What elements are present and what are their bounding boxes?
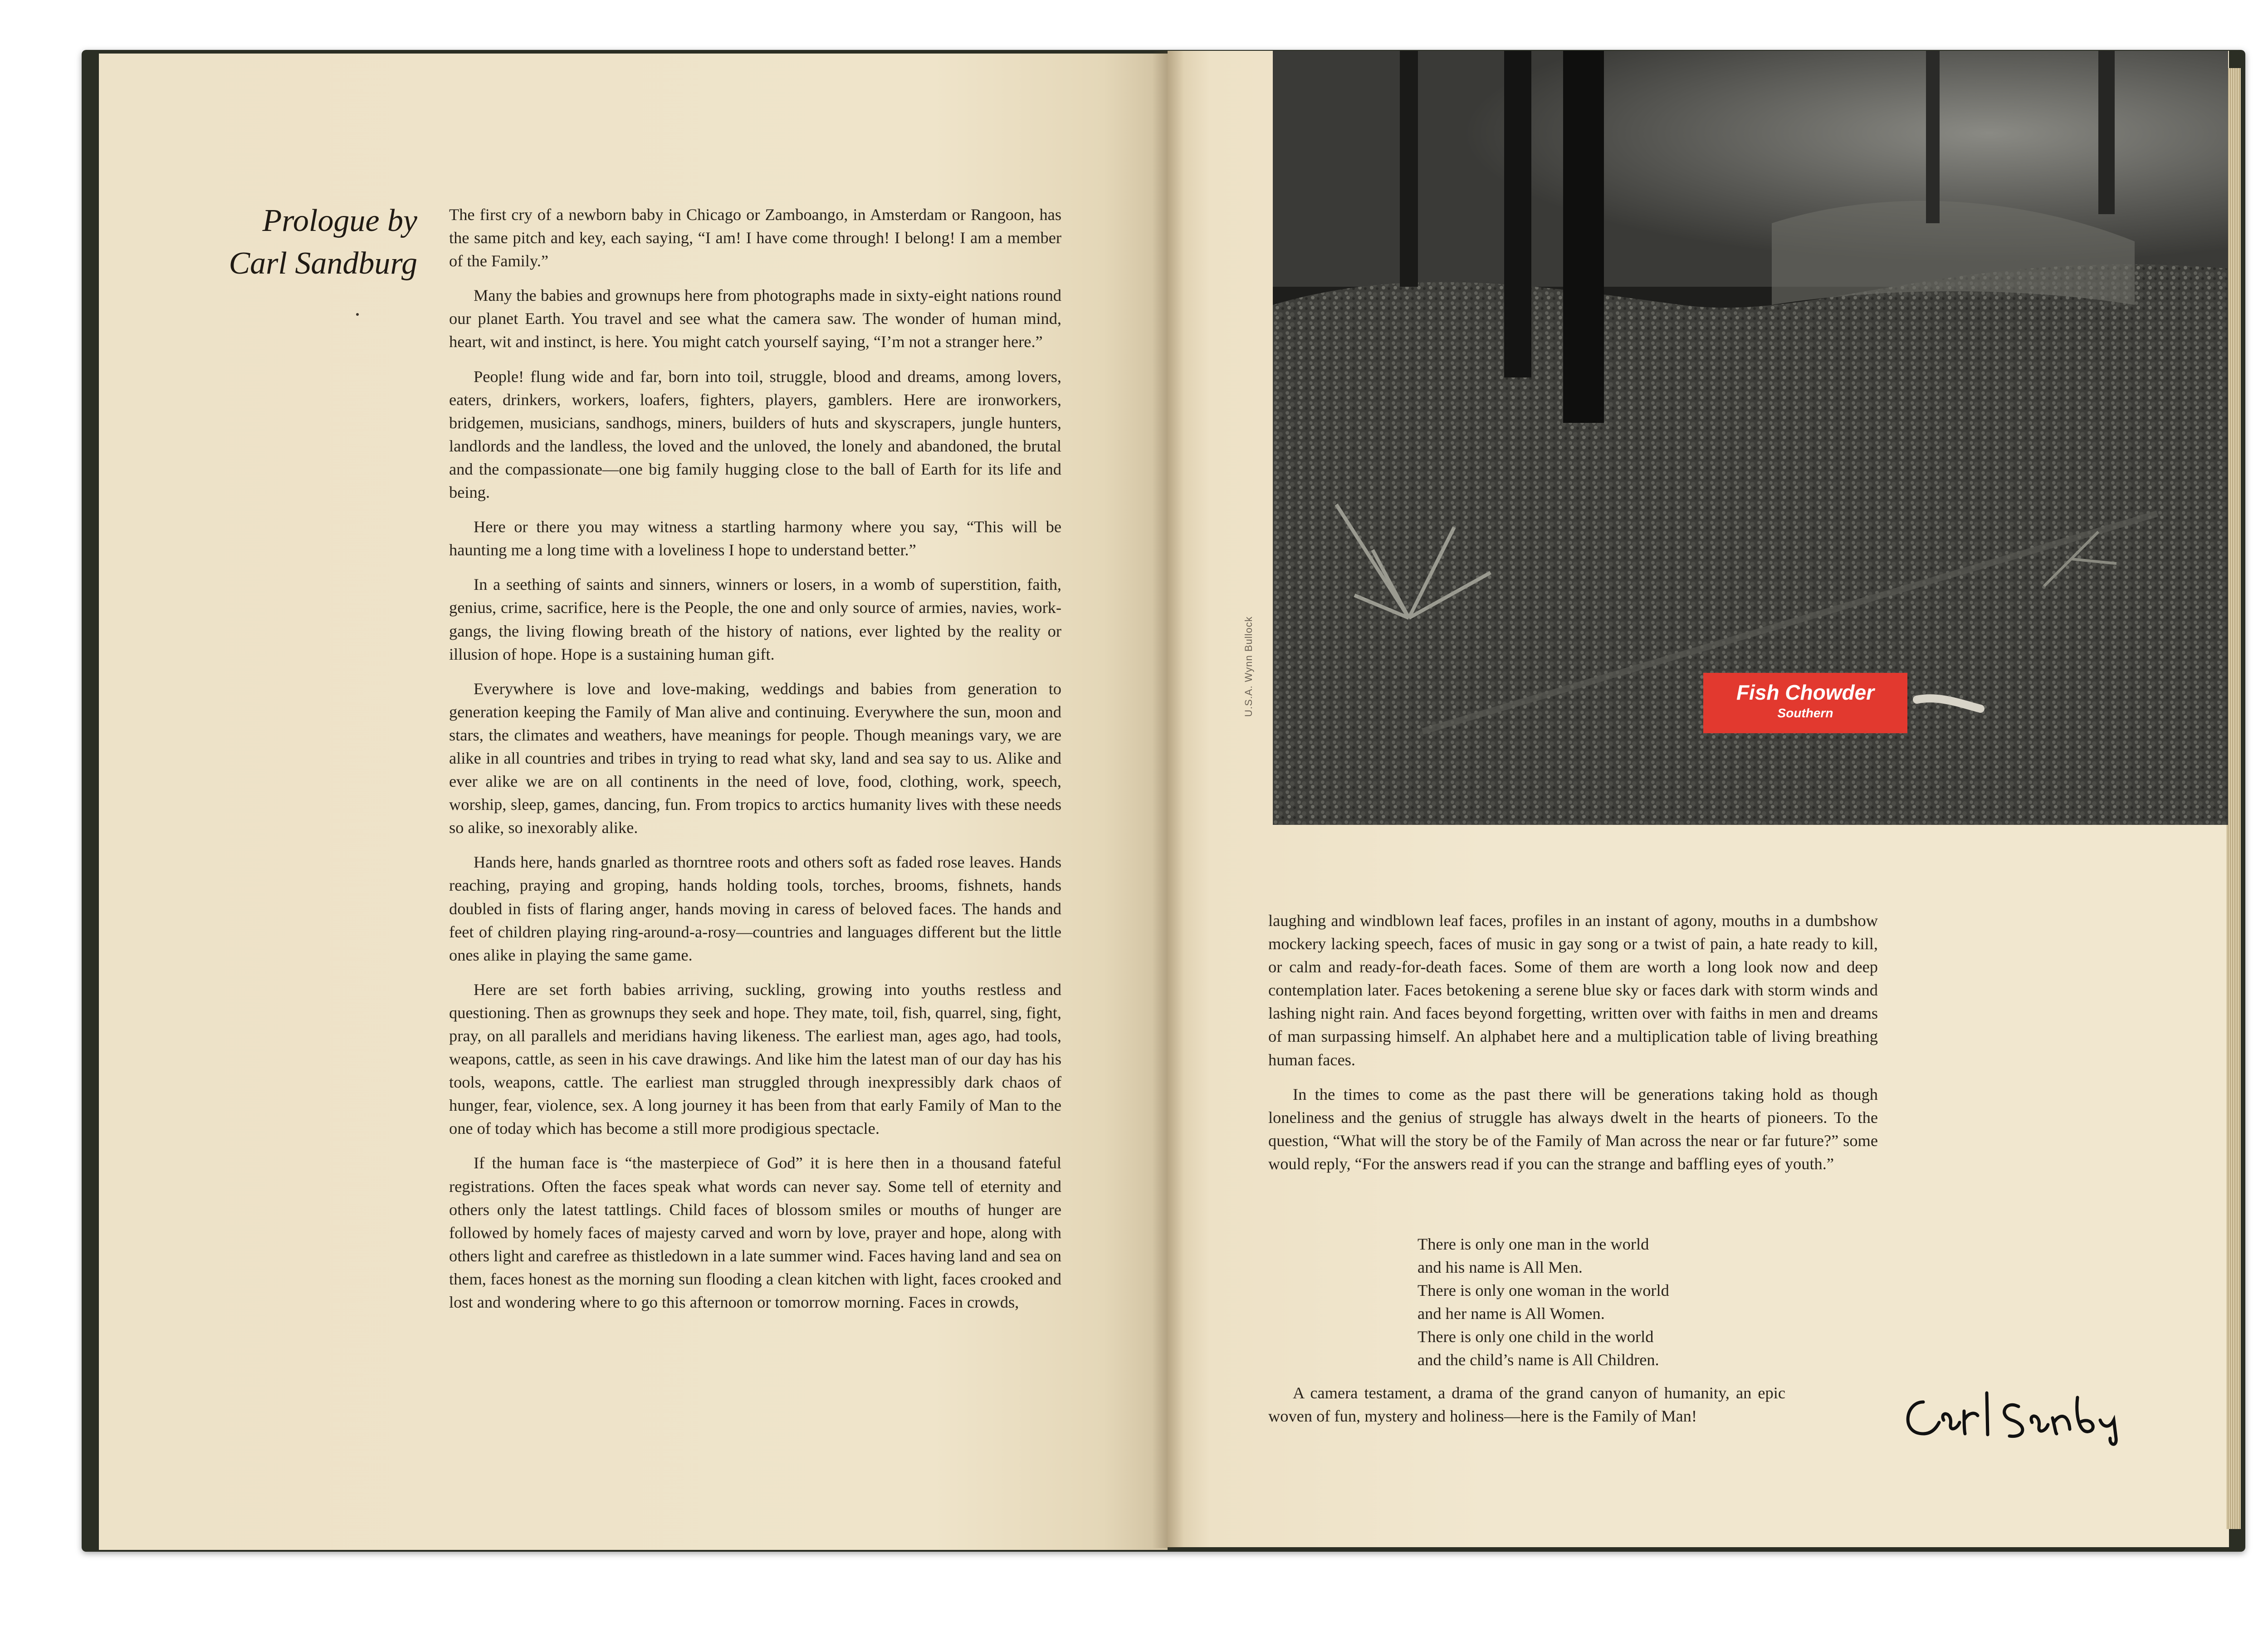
verse-block	[1418, 1233, 1826, 1372]
paragraph: Everywhere is love and love-making, weddings and babies from generation to generation keeping the Family of Man alive and continuing. Everywhere the sun, moon and stars, the climates and weathers, have meanings for people. Though meanings vary, we are alike in all countries and tribes in trying to read what sky, land and sea say to us. Alike and ever alike we are on all continents in the need of love, food, clothing, work, speech, worship, sleep, games, dancing, fun. From tropics to arctics humanity lives with these needs so alike, so inexorably alike.	[449, 679, 1061, 837]
label-title: Fish Chowder	[1736, 681, 1875, 704]
page-edges	[2226, 68, 2241, 1529]
paragraph: Hands here, hands gnarled as thorntree roots and others soft as faded rose leaves. Hands reaching, praying and groping, hands holding tools, torches, brooms, fishnets, hands doubled in fists of flaring anger, hands moving in caress of beloved faces. The hands and feet of children playing ring-around-a-rosy—countries and languages different but the little ones alike in playing the same game.	[449, 853, 1061, 964]
handwritten-signature-icon	[1896, 1384, 2150, 1447]
verse-line: and the child’s name is All Children.	[1418, 1351, 1659, 1369]
left-text-column	[449, 203, 1061, 1325]
book-gutter	[1152, 51, 1184, 1548]
label-subtitle: Southern	[1777, 706, 1833, 720]
heading-line-1: Prologue by	[262, 203, 417, 238]
photo-credit: U.S.A. Wynn Bullock	[1243, 616, 1254, 717]
paragraph: People! flung wide and far, born into toil, struggle, blood and dreams, among lovers, eaters, drinkers, workers, loafers, fighters, players, gamblers. Here are ironworkers, bridgemen, musicians, sandhogs, miners, builders of huts and skyscrapers, jungle hunters, landlords and the landless, the loved and the unloved, the lonely and abandoned, the brutal and the compassionate—one big family hugging close to the ball of Earth for its life and being.	[449, 367, 1061, 502]
red-label-sticker	[1703, 673, 1907, 733]
verse-line: and his name is All Men.	[1418, 1258, 1583, 1276]
paragraph: If the human face is “the masterpiece of God” it is here then in a thousand fateful registrations. Often the faces speak what words can never say. Some tell of eternity and others only the latest tattlings. Child faces of blossom smiles or mouths of hunger are followed by homely faces of majesty carved and worn by love, prayer and hope, along with others light and carefree as thistledown in a late summer wind. Faces having land and sea on them, faces honest as the morning sun flooding a clean kitchen with light, faces crooked and lost and wondering where to go this afternoon or tomorrow morning. Faces in crowds,	[449, 1154, 1061, 1312]
paragraph: Many the babies and grownups here from photographs made in sixty-eight nations round our planet Earth. You travel and see what the camera saw. The wonder of human mind, heart, wit and instinct, is here. You might catch yourself saying, “I’m not a stranger here.”	[449, 286, 1061, 351]
verse-line: and her name is All Women.	[1418, 1304, 1605, 1323]
paragraph: The first cry of a newborn baby in Chicago or Zamboango, in Amsterdam or Rangoon, has the same pitch and key, each saying, “I am! I have come through! I belong! I am a member of the Family.”	[449, 206, 1061, 270]
stray-mark	[356, 313, 359, 316]
paragraph: Here are set forth babies arriving, suckling, growing into youths restless and questioning. Then as grownups they seek and hope. They mate, toil, fish, quarrel, sing, fight, pray, on all parallels and meridians having likeness. The earliest man, ages ago, had tools, weapons, cattle, as seen in his cave drawings. And like him the latest man of our day has his tools, weapons, cattle. The earliest man struggled through inexpressibly dark chaos of hunger, fear, violence, sex. A long journey it has been from that early Family of Man to the one of today which has become a still more prodigious spectacle.	[449, 980, 1061, 1138]
paragraph: Here or there you may witness a startling harmony where you say, “This will be haunting me a long time with a loveliness I hope to understand better.”	[449, 518, 1061, 559]
heading-line-2: Carl Sandburg	[229, 246, 417, 281]
paragraph: laughing and windblown leaf faces, profiles in an instant of agony, mouths in a dumbshow mockery lacking speech, faces of music in gay song or a twist of pain, a hate ready to kill, or calm and ready-for-death faces. Some of them are worth a long look now and deep contemplation later. Faces betokening a serene blue sky or faces dark with storm winds and lashing night rain. And faces beyond forgetting, written over with faiths in men and dreams of man surpassing himself. An alphabet here and a multiplication table of living breathing human faces.	[1268, 912, 1878, 1069]
paragraph: In a seething of saints and sinners, winners or losers, in a womb of superstition, faith, genius, crime, sacrifice, here is the People, the one and only source of armies, navies, work-gangs, the living flowing breath of the history of nations, ever lighted by the reality or illusion of hope. Hope is a sustaining human gift.	[449, 575, 1061, 663]
verse-line: There is only one child in the world	[1418, 1328, 1654, 1346]
paragraph: In the times to come as the past there will be generations taking hold as though loneliness and the genius of struggle has always dwelt in the hearts of pioneers. To the question, “What will the story be of the Family of Man across the near or far future?” some would reply, “For the answers read if you can the strange and baffling eyes of youth.”	[1268, 1085, 1878, 1173]
verse-line: There is only one woman in the world	[1418, 1281, 1669, 1299]
verse-line: There is only one man in the world	[1418, 1235, 1649, 1253]
prologue-heading	[181, 200, 417, 285]
signature	[1896, 1384, 2150, 1447]
right-text-column	[1268, 909, 1878, 1187]
closing-paragraph: A camera testament, a drama of the grand canyon of humanity, an epic woven of fun, mystery and holiness—here is the Family of Man!	[1268, 1384, 1785, 1425]
